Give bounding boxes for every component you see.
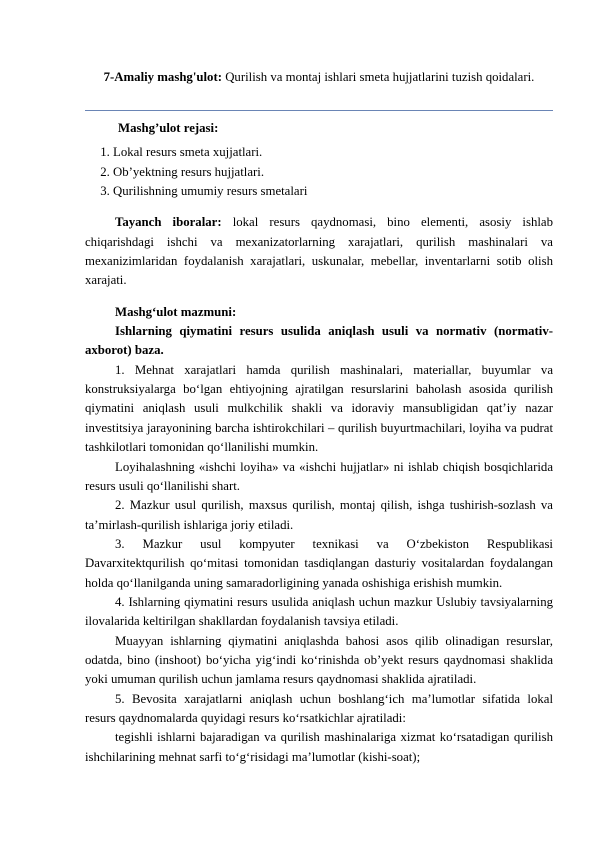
document-body — [85, 116, 553, 767]
paragraph: tegishli ishlarni bajaradigan va qurilish mashinalariga xizmat ko‘rsatadigan qurilish ishchilarining mehnat sarfi to‘g‘risidagi ma’lumotlar (kishi-soat); — [85, 730, 553, 764]
title-text: Qurilish va montaj ishlari smeta hujjatlarini tuzish qoidalari. — [225, 70, 535, 84]
title-label: 7-Amaliy mashg'ulot: — [103, 70, 222, 84]
paragraph: 3. Mazkur usul kompyuter texnikasi va O‘zbekiston Respublikasi Davarxitektqurilish qo‘mitasi tomonidan tasdiqlangan dasturiy vositalardan foydalangan holda qo‘llanilganda uning samaradorligining yanada oshishiga erishish mumkin. — [85, 536, 553, 590]
paragraph: Loyihalashning «ishchi loyiha» va «ishchi hujjatlar» ni ishlab chiqish bosqichlarida resurs usuli qo‘llanilishi shart. — [85, 459, 553, 493]
key-terms-paragraph — [85, 213, 553, 290]
paragraph: 2. Mazkur usul qurilish, maxsus qurilish, montaj qilish, ishga tushirish-sozlash va ta’mirlash-qurilish ishlariga joriy etiladi. — [85, 498, 553, 532]
paragraph: 4. Ishlarning qiymatini resurs usulida aniqlash uchun mazkur Uslubiy tavsiyalarning ilovalarida keltirilgan shakllardan foydalanish tavsiya etiladi. — [85, 594, 553, 629]
content-subheading: Ishlarning qiymatini resurs usulida aniqlash usuli va normativ (normativ-axborot) baza. — [85, 324, 553, 358]
paragraph: 5. Bevosita xarajatlarni aniqlash uchun boshlang‘ich ma’lumotlar sifatida lokal resurs qaydnomalarda quyidagi resurs ko‘rsatkichlar ajratiladi: — [85, 691, 553, 725]
plan-heading: Mashg’ulot rejasi: — [118, 121, 219, 135]
key-terms-label: Tayanch iboralar: — [115, 215, 222, 230]
document-title — [85, 67, 553, 87]
paragraph: 1. Mehnat xarajatlari hamda qurilish mashinalari, materiallar, buyumlar va konstruksiyalarga bo‘lgan ehtiyojning ajratilgan resurslarini baholash asosida qurilish qiymatini aniqlash usuli mulkchilik shakli va idoraviy mansubligidan qat’iy nazar investitsiya jarayonining barcha ishtirokchilari – qurilish buyurtmachilari, loyiha va pudrat tashkilotlari tomonidan qo‘llanilishi mumkin. — [85, 362, 553, 455]
content-heading: Mashg‘ulot mazmuni: — [115, 304, 237, 319]
plan-item: 2. Ob’yektning resurs hujjatlari. — [113, 163, 553, 182]
plan-item: 1. Lokal resurs smeta xujjatlari. — [113, 143, 553, 162]
title-divider — [85, 110, 553, 111]
plan-item: 3. Qurilishning umumiy resurs smetalari — [113, 182, 553, 201]
plan-list — [85, 143, 553, 201]
key-terms-text: lokal resurs qaydnomasi, bino elementi, asosiy ishlab chiqarishdagi ishchi va mexanizatorlarning xarajatlari, qurilish mashinalari va mexanizimlaridan foydalanish xarajatlari, uskunalar, mebellar, inventarlarni sotib olish xarajati. — [85, 215, 553, 288]
paragraph: Muayyan ishlarning qiymatini aniqlashda bahosi asos qilib olinadigan resurslar, odatda, bino (inshoot) bo‘yicha yig‘indi ko‘rinishda ob’yekt resurs qaydnomasi shaklida yoki umuman qurilish uchun jamlama resurs qaydnomasi shaklida ajratiladi. — [85, 633, 553, 687]
